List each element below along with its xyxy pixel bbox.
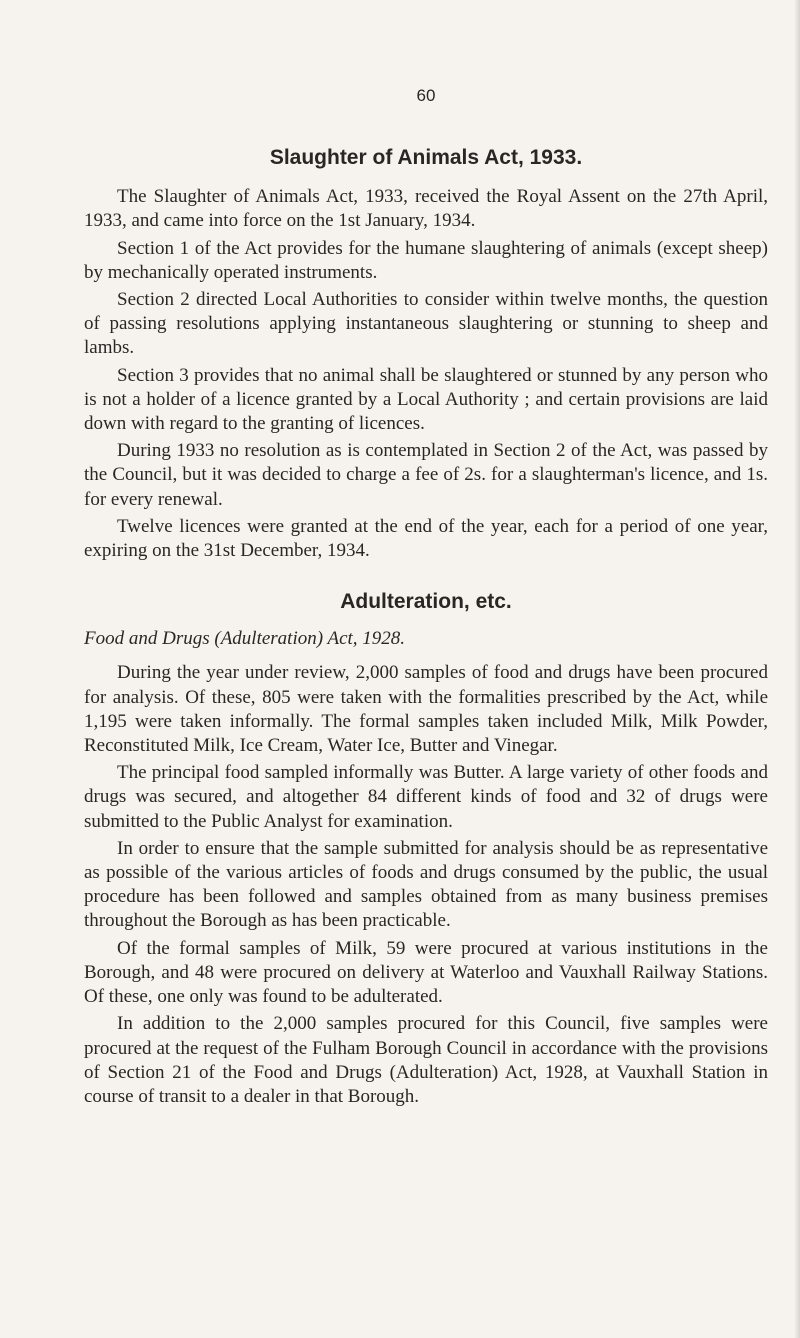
paragraph: Section 2 directed Local Authorities to consider within twelve months, the question of passing resolutions applying instantaneous slaughtering or stunning to sheep and lambs.: [84, 289, 768, 359]
document-page: [84, 84, 768, 1112]
section-title-adulteration: Adulteration, etc.: [340, 590, 512, 614]
paragraph: Section 1 of the Act provides for the humane slaughtering of animals (except sheep) by mechanically operated instruments.: [84, 237, 768, 283]
section-subtitle: Food and Drugs (Adulteration) Act, 1928.: [84, 628, 406, 650]
page-number: 60: [416, 86, 436, 105]
paragraph: Section 3 provides that no animal shall be slaughtered or stunned by any person who is not a holder of a licence granted by a Local Authority ; and certain provisions are laid down with regard to the granting of licences.: [84, 364, 768, 435]
paragraph: Of the formal samples of Milk, 59 were procured at various institutions in the Borough, and 48 were procured on delivery at Waterloo and Vauxhall Railway Stations. Of these, one only was found to be adulterated.: [84, 937, 768, 1008]
paragraph: During 1933 no resolution as is contemplated in Section 2 of the Act, was passed by the Council, but it was decided to charge a fee of 2s. for a slaughterman's licence, and 1s. for every renewal.: [84, 440, 768, 510]
paragraph: In order to ensure that the sample submitted for analysis should be as representative as possible of the various articles of foods and drugs consumed by the public, the usual procedure has been followed and samples obtained from as many business premises throughout the Borough as has been practicable.: [84, 837, 768, 932]
section-title-slaughter: Slaughter of Animals Act, 1933.: [269, 146, 583, 170]
paragraph: The principal food sampled informally was Butter. A large variety of other foods and drugs was secured, and altogether 84 different kinds of food and 32 of drugs were submitted to the Public Analyst for examination.: [84, 762, 768, 832]
page-edge-shadow: [794, 0, 800, 1338]
paragraph: In addition to the 2,000 samples procured for this Council, five samples were procured at the request of the Fulham Borough Council in accordance with the provisions of Section 21 of the Food and Drugs (Adulteration) Act, 1928, at Vauxhall Station in course of transit to a dealer in that Borough.: [84, 1013, 768, 1107]
paragraph: The Slaughter of Animals Act, 1933, received the Royal Assent on the 27th April, 1933, and came into force on the 1st January, 1934.: [84, 186, 768, 232]
paragraph: Twelve licences were granted at the end of the year, each for a period of one year, expiring on the 31st December, 1934.: [84, 515, 768, 562]
paragraph: During the year under review, 2,000 samples of food and drugs have been procured for analysis. Of these, 805 were taken with the formalities prescribed by the Act, while 1,195 were taken informally. The formal samples taken included Milk, Milk Powder, Reconstituted Milk, Ice Cream, Water Ice, Butter and Vinegar.: [84, 662, 768, 757]
